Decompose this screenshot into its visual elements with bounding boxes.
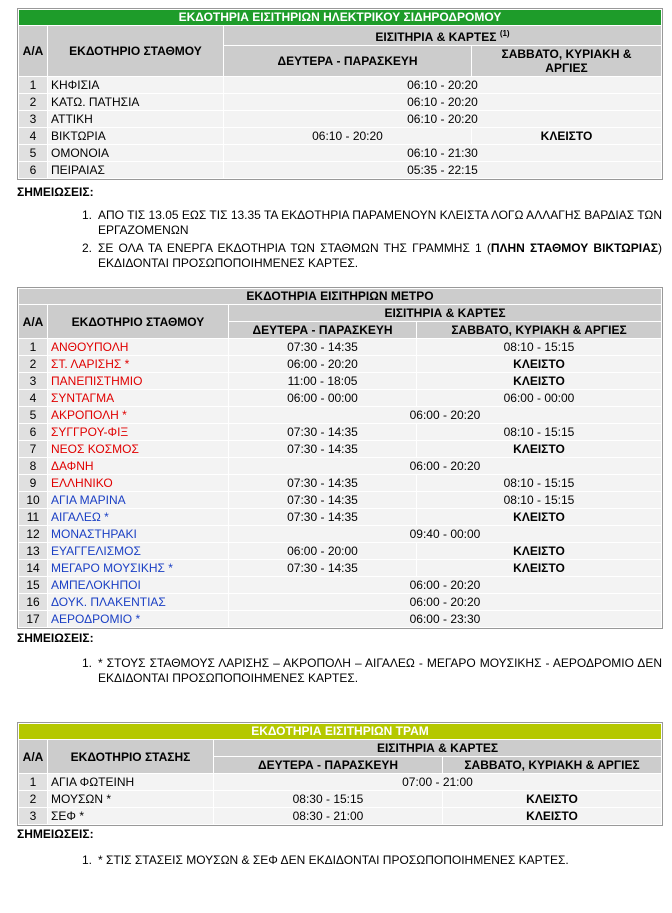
hours-weekday: 07:30 - 14:35 [229, 441, 416, 457]
table-row [19, 560, 661, 576]
station-name: ΜΕΓΑΡΟ ΜΟΥΣΙΚΗΣ * [48, 560, 228, 576]
row-index: 9 [19, 475, 47, 491]
row-index: 16 [19, 594, 47, 610]
col-weekend: ΣΑΒΒΑΤΟ, ΚΥΡΙΑΚΗ & ΑΡΓΙΕΣ [417, 322, 661, 338]
hours-weekday: 07:30 - 14:35 [229, 339, 416, 355]
station-name: ΜΟΥΣΩΝ * [48, 791, 213, 807]
table-row [19, 441, 661, 457]
col-weekday: ΔΕΥΤΕΡΑ - ΠΑΡΑΣΚΕΥΗ [224, 46, 471, 76]
hours-weekend: ΚΛΕΙΣΤΟ [417, 543, 661, 559]
col-weekday: ΔΕΥΤΕΡΑ - ΠΑΡΑΣΚΕΥΗ [229, 322, 416, 338]
row-index: 17 [19, 611, 47, 627]
hours-weekday: 06:00 - 00:00 [229, 390, 416, 406]
row-index: 8 [19, 458, 47, 474]
hours-weekend: 06:00 - 00:00 [417, 390, 661, 406]
hours-weekend: ΚΛΕΙΣΤΟ [417, 356, 661, 372]
hours-all-days: 06:00 - 23:30 [229, 611, 661, 627]
tram-title: ΕΚΔΟΤΗΡΙΑ ΕΙΣΙΤΗΡΙΩΝ ΤΡΑΜ [19, 724, 661, 739]
note-text: ΑΠΟ ΤΙΣ 13.05 ΕΩΣ ΤΙΣ 13.35 ΤΑ ΕΚΔΟΤΗΡΙΑ ΠΑΡΑΜΕΝΟΥΝ ΚΛΕΙΣΤΑ ΛΟΓΩ ΑΛΛΑΓΗΣ ΒΑΡΔΙΑΣ ΤΩΝ ΕΡΓΑΖΟΜΕΝΩΝ [98, 208, 663, 237]
table-row [19, 128, 661, 144]
hours-weekday: 07:30 - 14:35 [229, 509, 416, 525]
station-name: ΜΟΝΑΣΤΗΡΑΚΙ [48, 526, 228, 542]
row-index: 6 [19, 162, 47, 178]
hours-all-days: 05:35 - 22:15 [224, 162, 661, 178]
table-row [19, 407, 661, 423]
metro-schedule [18, 288, 662, 628]
station-name: ΕΥΑΓΓΕΛΙΣΜΟΣ [48, 543, 228, 559]
note-text: * ΣΤΙΣ ΣΤΑΣΕΙΣ ΜΟΥΣΩΝ & ΣΕΦ ΔΕΝ ΕΚΔΙΔΟΝΤΑΙ ΠΡΟΣΩΠΟΠΟΙΗΜΕΝΕΣ ΚΑΡΤΕΣ. [98, 853, 569, 867]
station-name: ΚΗΦΙΣΙΑ [48, 77, 223, 93]
row-index: 5 [19, 145, 47, 161]
col-group: ΕΙΣΙΤΗΡΙΑ & ΚΑΡΤΕΣ [214, 740, 661, 756]
col-group-label: ΕΙΣΙΤΗΡΙΑ & ΚΑΡΤΕΣ [375, 30, 497, 44]
note-number: 1. [82, 853, 93, 867]
row-index: 1 [19, 774, 47, 790]
col-group [224, 26, 661, 45]
hours-weekday: 08:30 - 15:15 [214, 791, 442, 807]
note-text-bold: ΠΛΗΝ ΣΤΑΘΜΟΥ ΒΙΚΤΩΡΙΑΣ [490, 241, 659, 255]
note-item [82, 208, 662, 238]
tram-table [17, 722, 663, 826]
rail-schedule [18, 9, 662, 179]
hours-weekend: ΚΛΕΙΣΤΟ [417, 509, 661, 525]
table-row [19, 162, 661, 178]
col-weekday: ΔΕΥΤΕΡΑ - ΠΑΡΑΣΚΕΥΗ [214, 757, 442, 773]
table-row [19, 577, 661, 593]
hours-weekday: 07:30 - 14:35 [229, 560, 416, 576]
row-index: 4 [19, 128, 47, 144]
hours-weekday: 07:30 - 14:35 [229, 492, 416, 508]
row-index: 4 [19, 390, 47, 406]
table-row [19, 339, 661, 355]
table-row [19, 594, 661, 610]
station-name: ΕΛΛΗΝΙΚΟ [48, 475, 228, 491]
row-index: 10 [19, 492, 47, 508]
station-name: ΑΙΓΑΛΕΩ * [48, 509, 228, 525]
station-name: ΝΕΟΣ ΚΟΣΜΟΣ [48, 441, 228, 457]
hours-weekend: ΚΛΕΙΣΤΟ [443, 791, 661, 807]
table-row [19, 77, 661, 93]
table-row [19, 526, 661, 542]
row-index: 2 [19, 791, 47, 807]
station-name: ΔΟΥΚ. ΠΛΑΚΕΝΤΙΑΣ [48, 594, 228, 610]
station-name: ΑΓΙΑ ΦΩΤΕΙΝΗ [48, 774, 213, 790]
hours-weekday: 07:30 - 14:35 [229, 424, 416, 440]
station-name: ΑΕΡΟΔΡΟΜΙΟ * [48, 611, 228, 627]
hours-weekday: 08:30 - 21:00 [214, 808, 442, 824]
row-index: 14 [19, 560, 47, 576]
hours-weekday: 06:00 - 20:00 [229, 543, 416, 559]
note-text: ΣΕ ΟΛΑ ΤΑ ΕΝΕΡΓΑ ΕΚΔΟΤΗΡΙΑ ΤΩΝ ΣΤΑΘΜΩΝ ΤΗΣ ΓΡΑΜΜΗΣ 1 ( [98, 241, 491, 255]
row-index: 7 [19, 441, 47, 457]
hours-weekend: 08:10 - 15:15 [417, 492, 661, 508]
col-weekend-label: ΣΑΒΒΑΤΟ, ΚΥΡΙΑΚΗ & ΑΡΓΙΕΣ [501, 47, 632, 75]
station-name: ΑΓΙΑ ΜΑΡΙΝΑ [48, 492, 228, 508]
table-row [19, 791, 661, 807]
table-row [19, 509, 661, 525]
col-idx: Α/Α [19, 305, 47, 338]
station-name: ΚΑΤΩ. ΠΑΤΗΣΙΑ [48, 94, 223, 110]
hours-all-days: 06:10 - 20:20 [224, 77, 661, 93]
table-row [19, 373, 661, 389]
station-name: ΑΜΠΕΛΟΚΗΠΟΙ [48, 577, 228, 593]
col-station: ΕΚΔΟΤΗΡΙΟ ΣΤΑΘΜΟΥ [48, 26, 223, 76]
rail-table [17, 8, 663, 180]
table-row [19, 390, 661, 406]
row-index: 6 [19, 424, 47, 440]
hours-weekend: 08:10 - 15:15 [417, 475, 661, 491]
col-idx: Α/Α [19, 26, 47, 76]
hours-weekday: 06:00 - 20:20 [229, 356, 416, 372]
station-name: ΣΕΦ * [48, 808, 213, 824]
station-name: ΠΕΙΡΑΙΑΣ [48, 162, 223, 178]
hours-weekend: ΚΛΕΙΣΤΟ [417, 560, 661, 576]
hours-all-days: 06:10 - 20:20 [224, 94, 661, 110]
station-name: ΑΝΘΟΥΠΟΛΗ [48, 339, 228, 355]
hours-weekend: ΚΛΕΙΣΤΟ [443, 808, 661, 824]
hours-all-days: 06:10 - 21:30 [224, 145, 661, 161]
rail-notes [82, 208, 662, 274]
table-row [19, 356, 661, 372]
hours-weekend: ΚΛΕΙΣΤΟ [472, 128, 661, 144]
station-name: ΒΙΚΤΩΡΙΑ [48, 128, 223, 144]
row-index: 3 [19, 111, 47, 127]
note-number: 2. [82, 241, 93, 255]
hours-all-days: 07:00 - 21:00 [214, 774, 661, 790]
hours-all-days: 06:00 - 20:20 [229, 458, 661, 474]
table-row [19, 475, 661, 491]
table-row [19, 111, 661, 127]
tram-notes-label: ΣΗΜΕΙΩΣΕΙΣ: [17, 827, 94, 841]
table-row [19, 611, 661, 627]
hours-all-days: 06:00 - 20:20 [229, 594, 661, 610]
col-weekend: ΣΑΒΒΑΤΟ, ΚΥΡΙΑΚΗ & ΑΡΓΙΕΣ [443, 757, 661, 773]
station-name: ΣΥΓΓΡΟΥ-ΦΙΞ [48, 424, 228, 440]
row-index: 12 [19, 526, 47, 542]
col-station: ΕΚΔΟΤΗΡΙΟ ΣΤΑΘΜΟΥ [48, 305, 228, 338]
note-item [82, 656, 662, 686]
station-name: ΟΜΟΝΟΙΑ [48, 145, 223, 161]
metro-title: ΕΚΔΟΤΗΡΙΑ ΕΙΣΙΤΗΡΙΩΝ ΜΕΤΡΟ [19, 289, 661, 304]
tram-notes [82, 853, 662, 871]
table-row [19, 145, 661, 161]
note-item [82, 241, 662, 271]
station-name: ΑΤΤΙΚΗ [48, 111, 223, 127]
hours-weekend: 08:10 - 15:15 [417, 424, 661, 440]
row-index: 1 [19, 339, 47, 355]
note-number: 1. [82, 656, 93, 670]
rail-notes-label: ΣΗΜΕΙΩΣΕΙΣ: [17, 185, 94, 199]
station-name: ΑΚΡΟΠΟΛΗ * [48, 407, 228, 423]
hours-weekday: 11:00 - 18:05 [229, 373, 416, 389]
col-weekend [472, 46, 661, 76]
table-row [19, 543, 661, 559]
hours-weekend: ΚΛΕΙΣΤΟ [417, 373, 661, 389]
hours-all-days: 06:00 - 20:20 [229, 407, 661, 423]
col-group: ΕΙΣΙΤΗΡΙΑ & ΚΑΡΤΕΣ [229, 305, 661, 321]
station-name: ΠΑΝΕΠΙΣΤΗΜΙΟ [48, 373, 228, 389]
table-row [19, 424, 661, 440]
col-group-footnote: (1) [499, 29, 510, 38]
row-index: 2 [19, 356, 47, 372]
tram-schedule [18, 723, 662, 825]
table-row [19, 492, 661, 508]
table-row [19, 808, 661, 824]
col-idx: Α/Α [19, 740, 47, 773]
station-name: ΔΑΦΝΗ [48, 458, 228, 474]
hours-weekday: 06:10 - 20:20 [224, 128, 471, 144]
hours-weekend: 08:10 - 15:15 [417, 339, 661, 355]
row-index: 3 [19, 373, 47, 389]
hours-all-days: 06:00 - 20:20 [229, 577, 661, 593]
rail-title: ΕΚΔΟΤΗΡΙΑ ΕΙΣΙΤΗΡΙΩΝ ΗΛΕΚΤΡΙΚΟΥ ΣΙΔΗΡΟΔΡΟΜΟΥ [19, 10, 661, 25]
row-index: 11 [19, 509, 47, 525]
table-row [19, 774, 661, 790]
table-row [19, 458, 661, 474]
note-text: * ΣΤΟΥΣ ΣΤΑΘΜΟΥΣ ΛΑΡΙΣΗΣ – ΑΚΡΟΠΟΛΗ – ΑΙΓΑΛΕΩ - ΜΕΓΑΡΟ ΜΟΥΣΙΚΗΣ - ΑΕΡΟΔΡΟΜΙΟ ΔΕΝ ΕΚΔΙΔΟΝΤΑΙ ΠΡΟΣΩΠΟΠΟΙΗΜΕΝΕΣ ΚΑΡΤΕΣ. [98, 656, 662, 685]
metro-notes-label: ΣΗΜΕΙΩΣΕΙΣ: [17, 631, 94, 645]
hours-all-days: 06:10 - 20:20 [224, 111, 661, 127]
row-index: 1 [19, 77, 47, 93]
hours-weekday: 07:30 - 14:35 [229, 475, 416, 491]
row-index: 15 [19, 577, 47, 593]
note-item [82, 853, 662, 868]
table-row [19, 94, 661, 110]
row-index: 13 [19, 543, 47, 559]
row-index: 2 [19, 94, 47, 110]
station-name: ΣΥΝΤΑΓΜΑ [48, 390, 228, 406]
row-index: 5 [19, 407, 47, 423]
note-text: ) ΕΚΔΙΔΟΝΤΑΙ ΠΡΟΣΩΠΟΠΟΙΗΜΕΝΕΣ ΚΑΡΤΕΣ. [98, 241, 663, 270]
col-stop: ΕΚΔΟΤΗΡΙΟ ΣΤΑΣΗΣ [48, 740, 213, 773]
note-number: 1. [82, 208, 93, 222]
metro-table [17, 287, 663, 629]
metro-notes [82, 656, 662, 689]
hours-all-days: 09:40 - 00:00 [229, 526, 661, 542]
hours-weekend: ΚΛΕΙΣΤΟ [417, 441, 661, 457]
station-name: ΣΤ. ΛΑΡΙΣΗΣ * [48, 356, 228, 372]
row-index: 3 [19, 808, 47, 824]
